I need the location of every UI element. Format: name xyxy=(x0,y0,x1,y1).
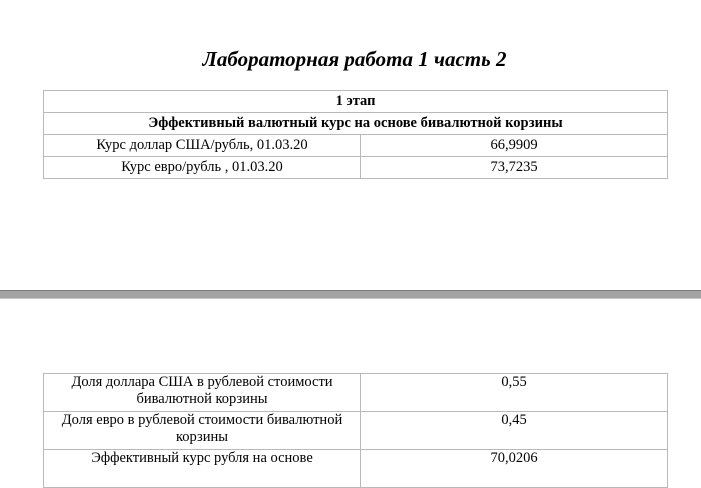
row-value: 0,55 xyxy=(361,374,668,412)
row-value: 73,7235 xyxy=(361,157,668,179)
page-separator xyxy=(0,290,701,299)
row-label: Курс евро/рубль , 01.03.20 xyxy=(44,157,361,179)
row-label: Курс доллар США/рубль, 01.03.20 xyxy=(44,135,361,157)
table-row xyxy=(44,91,668,113)
table-row xyxy=(44,412,668,450)
row-label: Эффективный курс рубля на основе xyxy=(44,450,361,488)
row-value: 70,0206 xyxy=(361,450,668,488)
document-page-2 xyxy=(0,299,701,466)
basket-share-table xyxy=(43,373,668,488)
row-value: 66,9909 xyxy=(361,135,668,157)
table-row xyxy=(44,450,668,488)
page-title: Лабораторная работа 1 часть 2 xyxy=(202,47,507,71)
stage-header: 1 этап xyxy=(44,91,668,113)
table-row xyxy=(44,113,668,135)
table-row xyxy=(44,135,668,157)
table-row xyxy=(44,157,668,179)
exchange-rate-table xyxy=(43,90,668,179)
row-value: 0,45 xyxy=(361,412,668,450)
row-label: Доля доллара США в рублевой стоимости бивалютной корзины xyxy=(44,374,361,412)
table-row xyxy=(44,374,668,412)
row-label: Доля евро в рублевой стоимости бивалютной корзины xyxy=(44,412,361,450)
table-heading: Эффективный валютный курс на основе бивалютной корзины xyxy=(44,113,668,135)
